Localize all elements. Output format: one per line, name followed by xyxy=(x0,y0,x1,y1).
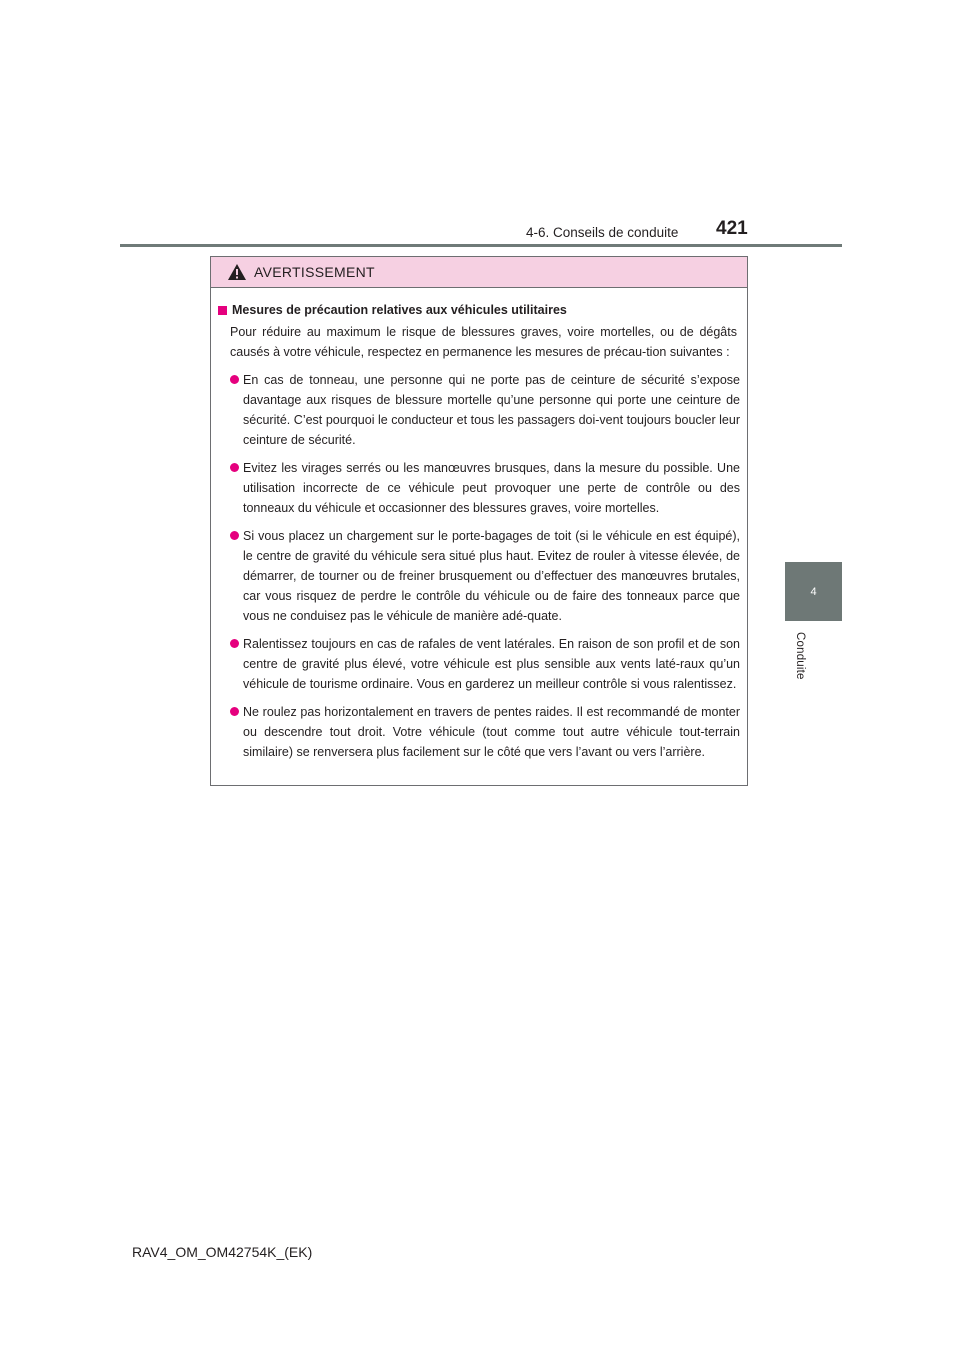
list-item xyxy=(218,526,740,626)
chapter-label: Conduite xyxy=(794,632,806,680)
list-item-text: Ralentissez toujours en cas de rafales de vent latérales. En raison de son profil et de son centre de gravité plus élevé, votre véhicule est plus sensible aux vents laté-raux qu’un véhicule de tourisme ordinaire. Vous en garderez un meilleur contrôle si vous ralentissez. xyxy=(243,637,740,691)
list-item xyxy=(218,634,740,694)
bullet-dot-icon xyxy=(230,707,239,716)
intro-paragraph: Pour réduire au maximum le risque de blessures graves, voire mortelles, ou de dégâts causés à votre véhicule, respectez en permanence les mesures de précau-tion suivantes : xyxy=(230,325,737,359)
chapter-tab xyxy=(785,562,842,621)
list-item xyxy=(218,458,740,518)
warning-box xyxy=(210,256,748,786)
document-code: RAV4_OM_OM42754K_(EK) xyxy=(132,1244,313,1260)
warning-header xyxy=(211,257,747,288)
list-item-text: En cas de tonneau, une personne qui ne porte pas de ceinture de sécurité s’expose davantage aux risques de blessure mortelle qu’une personne qui porte une ceinture de sécurité. C’est pourquoi le conducteur et tous les passagers doi-vent toujours boucler leur ceinture de sécurité. xyxy=(243,373,740,447)
chapter-number: 4 xyxy=(810,585,817,598)
list-item xyxy=(218,370,740,450)
bullet-dot-icon xyxy=(230,375,239,384)
section-title-text: Mesures de précaution relatives aux véhicules utilitaires xyxy=(232,303,567,317)
page-number: 421 xyxy=(716,218,748,239)
list-item-text: Si vous placez un chargement sur le porte-bagages de toit (si le véhicule en est équipé), le centre de gravité du véhicule sera situé plus haut. Evitez de rouler à vitesse élevée, de démarrer, de tourner ou de freiner brusquement ou d’effectuer des manœuvres brutales, car vous risquez de perdre le contrôle du véhicule ou de faire des tonneaux parce que vous ne conduisez pas le véhicule de manière adé-quate. xyxy=(243,529,740,623)
warning-body xyxy=(211,288,747,762)
list-item-text: Ne roulez pas horizontalement en travers de pentes raides. Il est recommandé de monter ou descendre tout droit. Votre véhicule (tout comme tout autre véhicule tout-terrain similaire) se renversera plus facilement sur le côté que vers l’avant ou vers l’arrière. xyxy=(243,705,740,759)
section-header: 4-6. Conseils de conduite xyxy=(526,225,679,240)
warning-triangle-icon xyxy=(227,263,247,281)
square-bullet-icon xyxy=(218,306,227,315)
header-rule xyxy=(120,244,842,247)
bullet-dot-icon xyxy=(230,531,239,540)
bullet-dot-icon xyxy=(230,463,239,472)
section-title xyxy=(218,300,740,320)
list-item-text: Evitez les virages serrés ou les manœuvres brusques, dans la mesure du possible. Une utilisation incorrecte de ce véhicule peut provoquer une perte de contrôle ou des tonneaux du véhicule et occasionner des blessures graves, voire mortelles. xyxy=(243,461,740,515)
list-item xyxy=(218,702,740,762)
warning-title: AVERTISSEMENT xyxy=(254,264,375,280)
bullet-dot-icon xyxy=(230,639,239,648)
